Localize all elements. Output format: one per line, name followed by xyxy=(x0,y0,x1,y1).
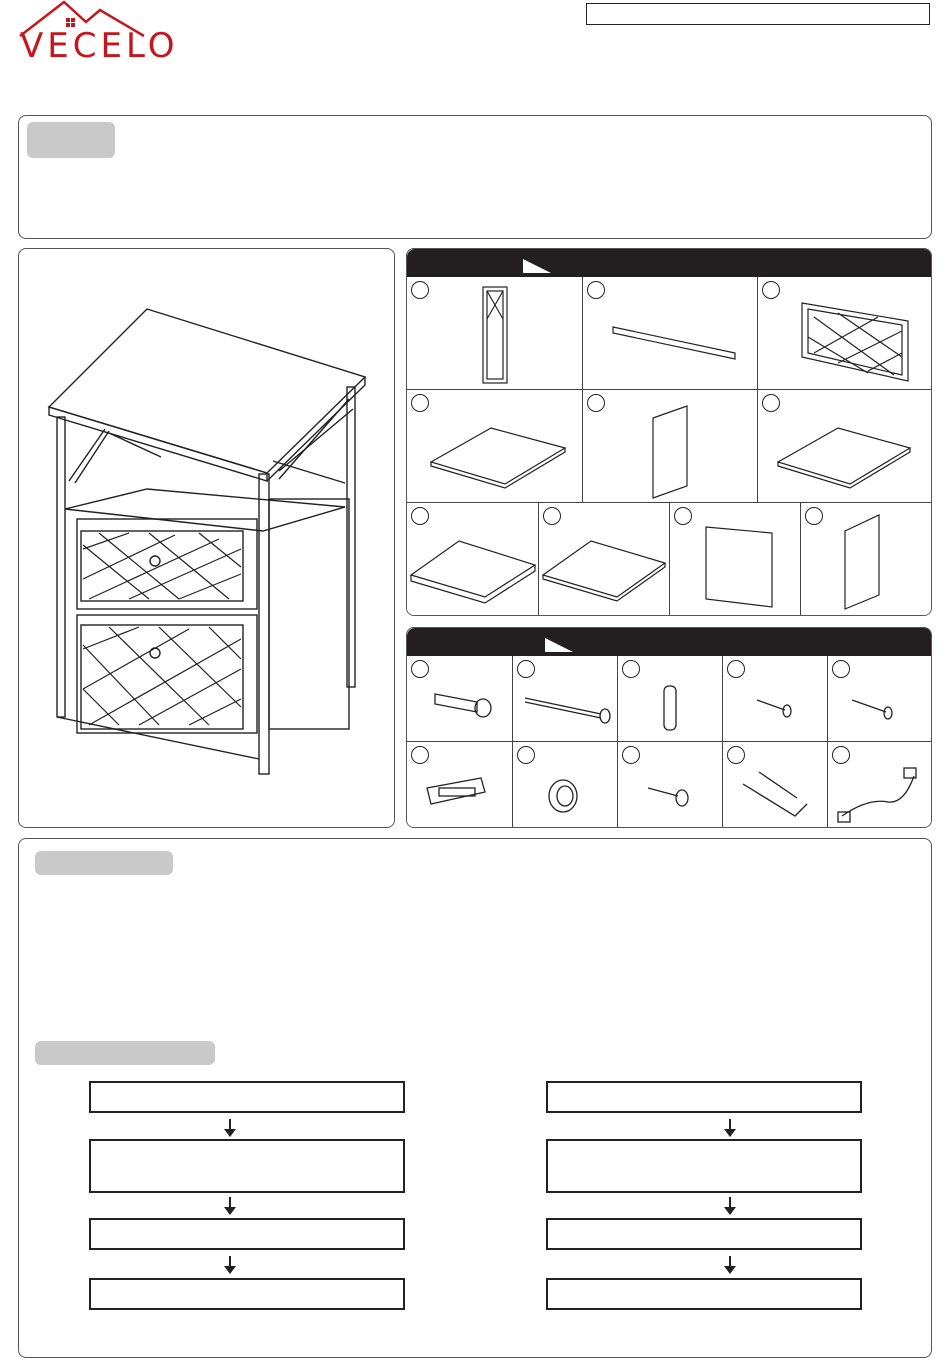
flow-step-left-2 xyxy=(89,1139,405,1193)
flow-step-right-3 xyxy=(546,1218,862,1250)
arrow-down-icon xyxy=(723,1256,737,1274)
hardware-header-bar xyxy=(407,628,932,656)
part-cell-2 xyxy=(583,277,758,390)
hardware-cell-9 xyxy=(723,742,828,828)
flow-step-right-1 xyxy=(546,1081,862,1113)
nightstand-illustration xyxy=(19,249,396,829)
rail-icon xyxy=(583,277,758,390)
wood-screw-icon xyxy=(723,656,828,742)
arrow-down-icon xyxy=(723,1197,737,1215)
arrow-down-icon xyxy=(223,1119,237,1137)
part-cell-7 xyxy=(407,503,539,616)
dowel-icon xyxy=(618,656,723,742)
side-panel-icon xyxy=(583,390,758,503)
arrow-down-icon xyxy=(223,1197,237,1215)
part-cell-9 xyxy=(670,503,801,616)
wood-screw-icon xyxy=(828,656,932,742)
brand-logo xyxy=(14,0,206,66)
flow-step-left-3 xyxy=(89,1218,405,1250)
hinge-icon xyxy=(828,742,932,828)
brand-name: VECELO xyxy=(20,26,179,66)
knob-icon xyxy=(513,742,618,828)
magnet-catch-icon xyxy=(407,742,513,828)
triangle-marker-icon xyxy=(545,638,575,652)
long-screw-icon xyxy=(513,656,618,742)
part-cell-5 xyxy=(583,390,758,503)
hardware-cell-5 xyxy=(828,656,932,742)
allen-key-icon xyxy=(723,742,828,828)
hardware-cell-7 xyxy=(513,742,618,828)
parts-panel xyxy=(406,248,932,616)
mesh-panel-icon xyxy=(758,277,932,390)
part-cell-6 xyxy=(758,390,932,503)
notice-tag xyxy=(27,122,115,158)
hardware-cell-6 xyxy=(407,742,513,828)
part-cell-10 xyxy=(801,503,932,616)
part-cell-4 xyxy=(407,390,583,503)
drawer-bottom-icon xyxy=(539,503,670,616)
triangle-marker-icon xyxy=(523,259,553,273)
arrow-down-icon xyxy=(223,1256,237,1274)
side-frame-icon xyxy=(407,277,583,390)
hardware-cell-8 xyxy=(618,742,723,828)
flowchart-tag xyxy=(35,1041,215,1065)
model-number-box xyxy=(586,3,930,25)
part-cell-1 xyxy=(407,277,583,390)
short-screw-icon xyxy=(618,742,723,828)
part-cell-8 xyxy=(539,503,670,616)
arrow-down-icon xyxy=(723,1119,737,1137)
instructions-panel xyxy=(18,838,932,1358)
flow-step-left-1 xyxy=(89,1081,405,1113)
hardware-cell-4 xyxy=(723,656,828,742)
instructions-tag xyxy=(35,851,173,875)
shelf-panel-icon xyxy=(758,390,932,503)
product-illustration-panel xyxy=(18,248,395,828)
bolt-icon xyxy=(407,656,513,742)
hardware-panel xyxy=(406,627,932,828)
flow-step-right-4 xyxy=(546,1278,862,1310)
back-panel-icon xyxy=(670,503,801,616)
flow-step-right-2 xyxy=(546,1139,862,1193)
flow-step-left-4 xyxy=(89,1278,405,1310)
hardware-cell-10 xyxy=(828,742,932,828)
parts-header-bar xyxy=(407,249,932,277)
hardware-cell-3 xyxy=(618,656,723,742)
hardware-cell-1 xyxy=(407,656,513,742)
bottom-panel-icon xyxy=(407,503,539,616)
part-cell-3 xyxy=(758,277,932,390)
shelf-panel-icon xyxy=(407,390,583,503)
hardware-cell-2 xyxy=(513,656,618,742)
notice-panel xyxy=(18,115,932,239)
side-panel-icon xyxy=(801,503,932,616)
